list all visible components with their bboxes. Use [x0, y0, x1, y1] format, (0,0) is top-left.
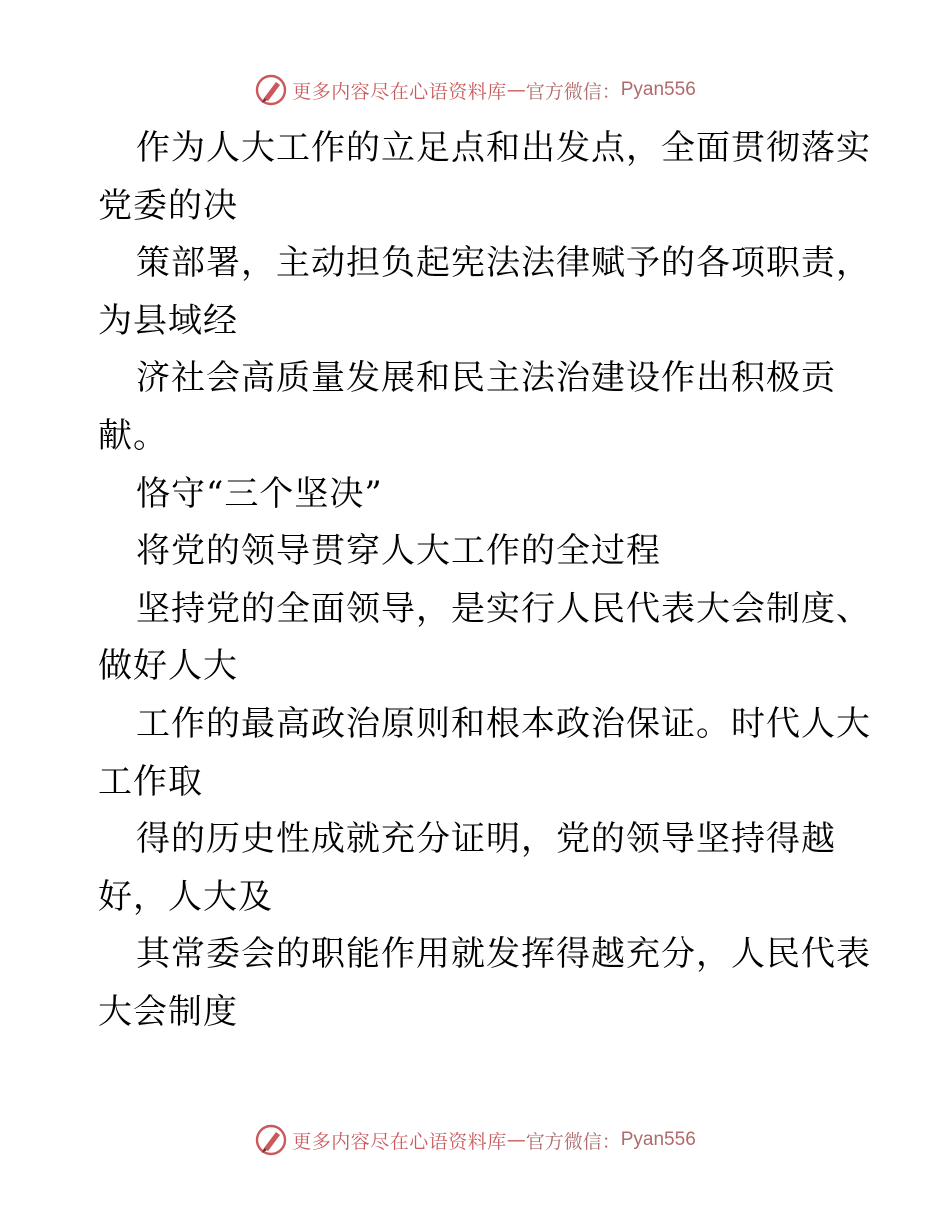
header-watermark [0, 70, 950, 110]
watermark-wechat-id: Pyan556 [620, 79, 696, 100]
text-line: 献。 [98, 415, 168, 456]
text-line: 做好人大 [98, 646, 238, 687]
watermark-wechat-label: 官方微信： [525, 1130, 621, 1153]
text-line: 济社会高质量发展和民主法治建设作出积极贡 [136, 358, 836, 399]
text-line: 坚持党的全面领导，是实行人民代表大会制度、 [136, 588, 871, 629]
footer-watermark [0, 1120, 950, 1160]
pen-logo-icon [254, 73, 288, 107]
text-line: 策部署，主动担负起宪法法律赋予的各项职责， [136, 243, 871, 284]
text-line: 为县域经 [98, 300, 238, 341]
text-line: 工作的最高政治原则和根本政治保证。时代人大 [136, 703, 871, 744]
document-body [98, 120, 871, 1042]
text-line: 恪守“三个坚决” [136, 473, 383, 514]
text-line: 作为人大工作的立足点和出发点，全面贯彻落实 [136, 128, 871, 168]
text-line: 大会制度 [98, 991, 238, 1032]
pen-logo-icon [254, 1123, 288, 1157]
watermark-dash: — [506, 79, 526, 101]
text-line: 将党的领导贯穿人大工作的全过程 [136, 531, 661, 572]
text-line: 得的历史性成就充分证明，党的领导坚持得越 [136, 819, 836, 860]
watermark-wechat-label: 官方微信： [525, 80, 621, 103]
text-line: 党委的决 [98, 185, 238, 226]
watermark-main-text: 更多内容尽在心语资料库 [292, 1130, 507, 1153]
watermark-dash: — [506, 1129, 526, 1151]
watermark-wechat-id: Pyan556 [620, 1129, 696, 1150]
text-line: 工作取 [98, 761, 203, 802]
watermark-main-text: 更多内容尽在心语资料库 [292, 80, 507, 103]
text-line: 好，人大及 [98, 876, 273, 917]
text-line: 其常委会的职能作用就发挥得越充分，人民代表 [136, 934, 871, 975]
